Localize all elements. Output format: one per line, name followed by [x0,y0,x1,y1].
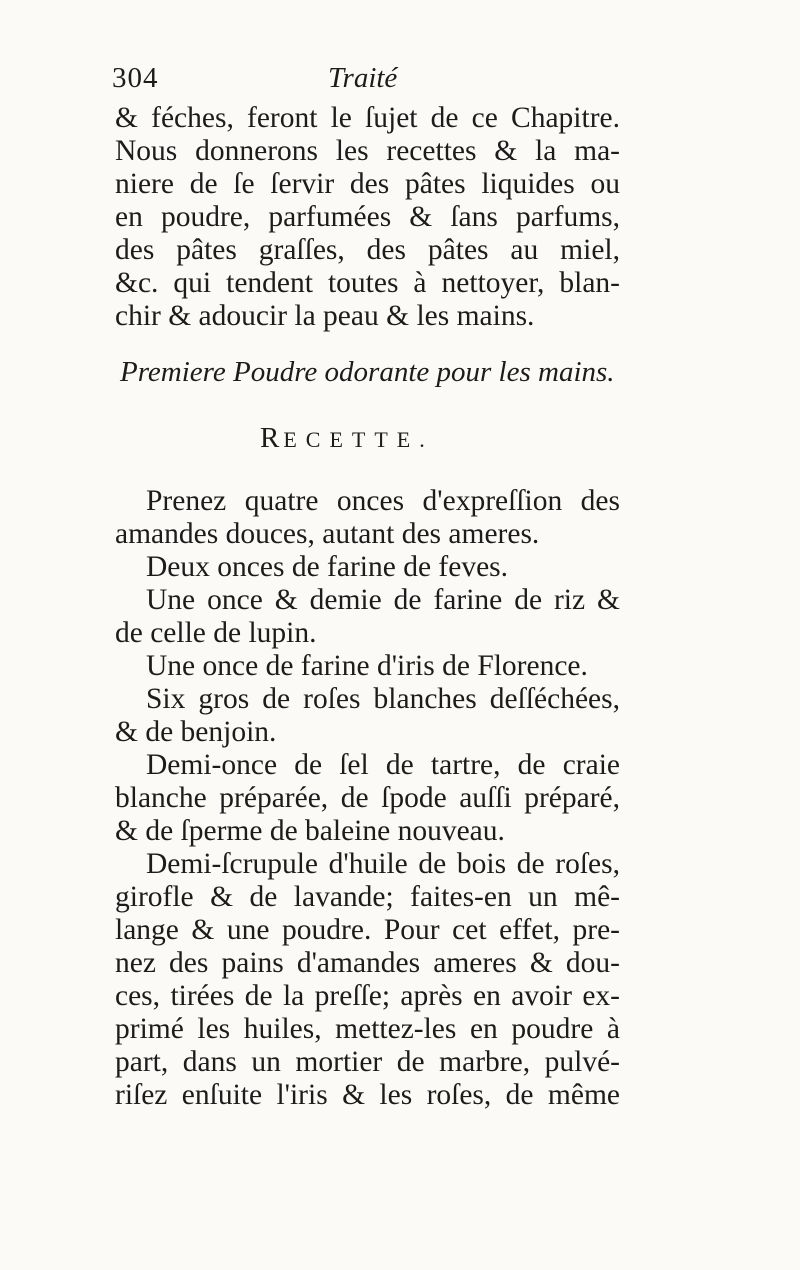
text-line: & de ſperme de baleine nouveau. [115,815,505,847]
text-line: ces, tirées de la preſſe; après en avoir ex- [115,980,620,1012]
section-label [260,422,434,455]
text-line: chir & adoucir la peau & les mains. [115,300,535,332]
text-line: lange & une poudre. Pour cet effet, pre- [115,914,620,946]
text-line: Une once de farine d'iris de Florence. [146,650,588,682]
section-label-initial: R [260,422,284,454]
text-line: en poudre, parfumées & ſans parfums, [115,201,620,233]
text-line: & de benjoin. [115,716,277,748]
text-line: amandes douces, autant des ameres. [115,518,540,550]
running-head: Traité [328,62,398,94]
text-line: part, dans un mortier de marbre, pulvé- [115,1046,620,1078]
text-line: Une once & demie de farine de riz & [146,584,620,616]
text-line: niere de ſe ſervir des pâtes liquides ou [115,168,620,200]
text-line: Nous donnerons les recettes & la ma- [115,135,620,167]
text-line: Demi-once de ſel de tartre, de craie [146,749,620,781]
text-line: de celle de lupin. [115,617,317,649]
text-line: &c. qui tendent toutes à nettoyer, blan- [115,267,620,299]
text-line: blanche préparée, de ſpode auſſi préparé, [115,782,620,814]
page-header [112,62,622,102]
text-line: primé les huiles, mettez-les en poudre à [115,1013,620,1045]
section-label-rest: ECETTE. [283,427,434,452]
page-number: 304 [112,62,159,94]
text-line: & féches, feront le ſujet de ce Chapitre. [115,102,620,134]
text-line: riſez enſuite l'iris & les roſes, de même [115,1079,620,1111]
text-line: des pâtes graſſes, des pâtes au miel, [115,234,620,266]
text-line: Prenez quatre onces d'expreſſion des [146,485,620,517]
recipe-title: Premiere Poudre odorante pour les mains. [120,356,615,388]
text-line: Deux onces de farine de feves. [146,551,509,583]
text-line: Six gros de roſes blanches deſſéchées, [146,683,620,715]
text-line: nez des pains d'amandes ameres & dou- [115,947,620,979]
text-line: girofle & de lavande; faites-en un mê- [115,881,620,913]
text-line: Demi-ſcrupule d'huile de bois de roſes, [146,848,620,880]
